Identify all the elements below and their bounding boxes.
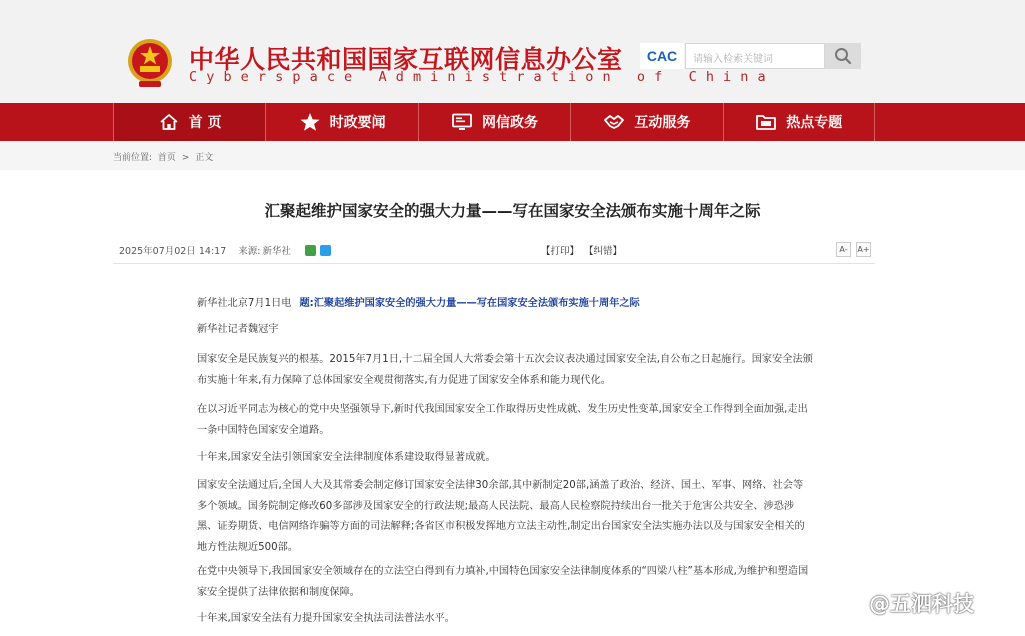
font-increase-button[interactable]: A+ [856,242,871,257]
nav-item-service[interactable] [570,103,722,141]
folder-icon [755,111,777,133]
watermark-text: @五泗科技 [869,592,974,616]
nav-item-label: 首 页 [188,115,222,131]
star-icon [299,111,321,133]
article-paragraph: 在党中央领导下,我国国家安全领域存在的立法空白得到有力填补,中国特色国家安全法律制度体系的“四梁八柱”基本形成,为维护和塑造国家安全提供了法律依据和制度保障。 [197,566,809,598]
monitor-icon [451,111,473,133]
article-paragraph: 十年来,国家安全法引领国家安全法律制度体系建设取得显著成就。 [197,452,496,463]
breadcrumb-prefix: 当前位置: [113,153,153,163]
breadcrumb-home-link[interactable]: 首页 [157,153,176,163]
watermark-logo-icon [843,592,865,614]
nav-item-home[interactable] [113,103,265,141]
article-meta [119,243,331,257]
national-emblem-icon[interactable] [125,37,175,89]
handshake-icon [603,111,625,133]
lead-title: 题:汇聚起维护国家安全的强大力量——写在国家安全法颁布实施十周年之际 [299,298,640,309]
qzone-share-icon[interactable] [320,245,331,256]
nav-item-label: 网信政务 [481,115,538,131]
search-icon [834,47,852,65]
nav-item-topics[interactable] [723,103,875,141]
article-paragraph: 在以习近平同志为核心的党中央坚强领导下,新时代我国国家安全工作取得历史性成就、发生历史性变革,国家安全工作得到全面加强,走出一条中国特色国家安全道路。 [197,404,808,436]
article-lead [197,294,813,315]
print-link[interactable]: 【打印】 [541,246,580,257]
wechat-share-icon[interactable] [305,245,316,256]
article-paragraph: 国家安全是民族复兴的根基。2015年7月1日,十二届全国人大常委会第十五次会议表决通过国家安全法,自公布之日起施行。国家安全法颁布实施十年来,有力保障了总体国家安全观贯彻落实,有力促进了国家安全体系和能力现代化。 [197,354,813,386]
nav-item-label: 互动服务 [634,115,691,131]
dateline: 新华社北京7月1日电 [197,298,292,309]
divider [113,263,875,264]
cac-logo-icon[interactable] [640,43,684,69]
home-icon [158,111,180,133]
article-source: 新华社 [262,246,291,257]
nav-item-affairs[interactable] [418,103,570,141]
site-header [0,0,1025,103]
site-name-cn[interactable]: 中华人民共和国国家互联网信息办公室 [189,45,623,74]
nav-item-label: 热点专题 [786,115,843,131]
nav-item-news[interactable] [265,103,417,141]
source-label: 来源: [238,246,261,257]
font-decrease-button[interactable]: A- [836,242,851,257]
breadcrumb-current: 正文 [195,153,214,163]
breadcrumb-separator: > [181,153,190,163]
reporter-line: 新华社记者魏冠宇 [197,324,279,335]
site-name-en: Cyberspace Administration of China [189,69,775,85]
search-button[interactable] [825,43,861,69]
article-tools [540,243,623,257]
article-date: 2025年07月02日 14:17 [119,246,227,257]
cac-logo-text: CAC [646,48,678,64]
main-nav [0,103,1025,141]
breadcrumb [113,150,216,163]
correct-link[interactable]: 【纠错】 [584,246,623,257]
watermark [843,588,974,618]
nav-item-label: 时政要闻 [329,115,386,131]
search-input[interactable]: 请输入检索关键词 [685,43,825,69]
article-paragraph: 国家安全法通过后,全国人大及其常委会制定修订国家安全法律30余部,其中新制定20部,涵盖了政治、经济、国土、军事、网络、社会等多个领域。国务院制定修改60多部涉及国家安全的行政法规;最高人民法院、最高人民检察院持续出台一批关于危害公共安全、涉恐涉黑、证券期货、电信网络诈骗等方面的司法解释;各省区市积极发挥地方立法主动性,制定出台国家安全法实施办法以及与国家安全相关的地方性法规近500部。 [197,480,805,553]
article-title: 汇聚起维护国家安全的强大力量——写在国家安全法颁布实施十周年之际 [264,202,761,220]
article-paragraph: 十年来,国家安全法有力提升国家安全执法司法普法水平。 [197,613,455,624]
